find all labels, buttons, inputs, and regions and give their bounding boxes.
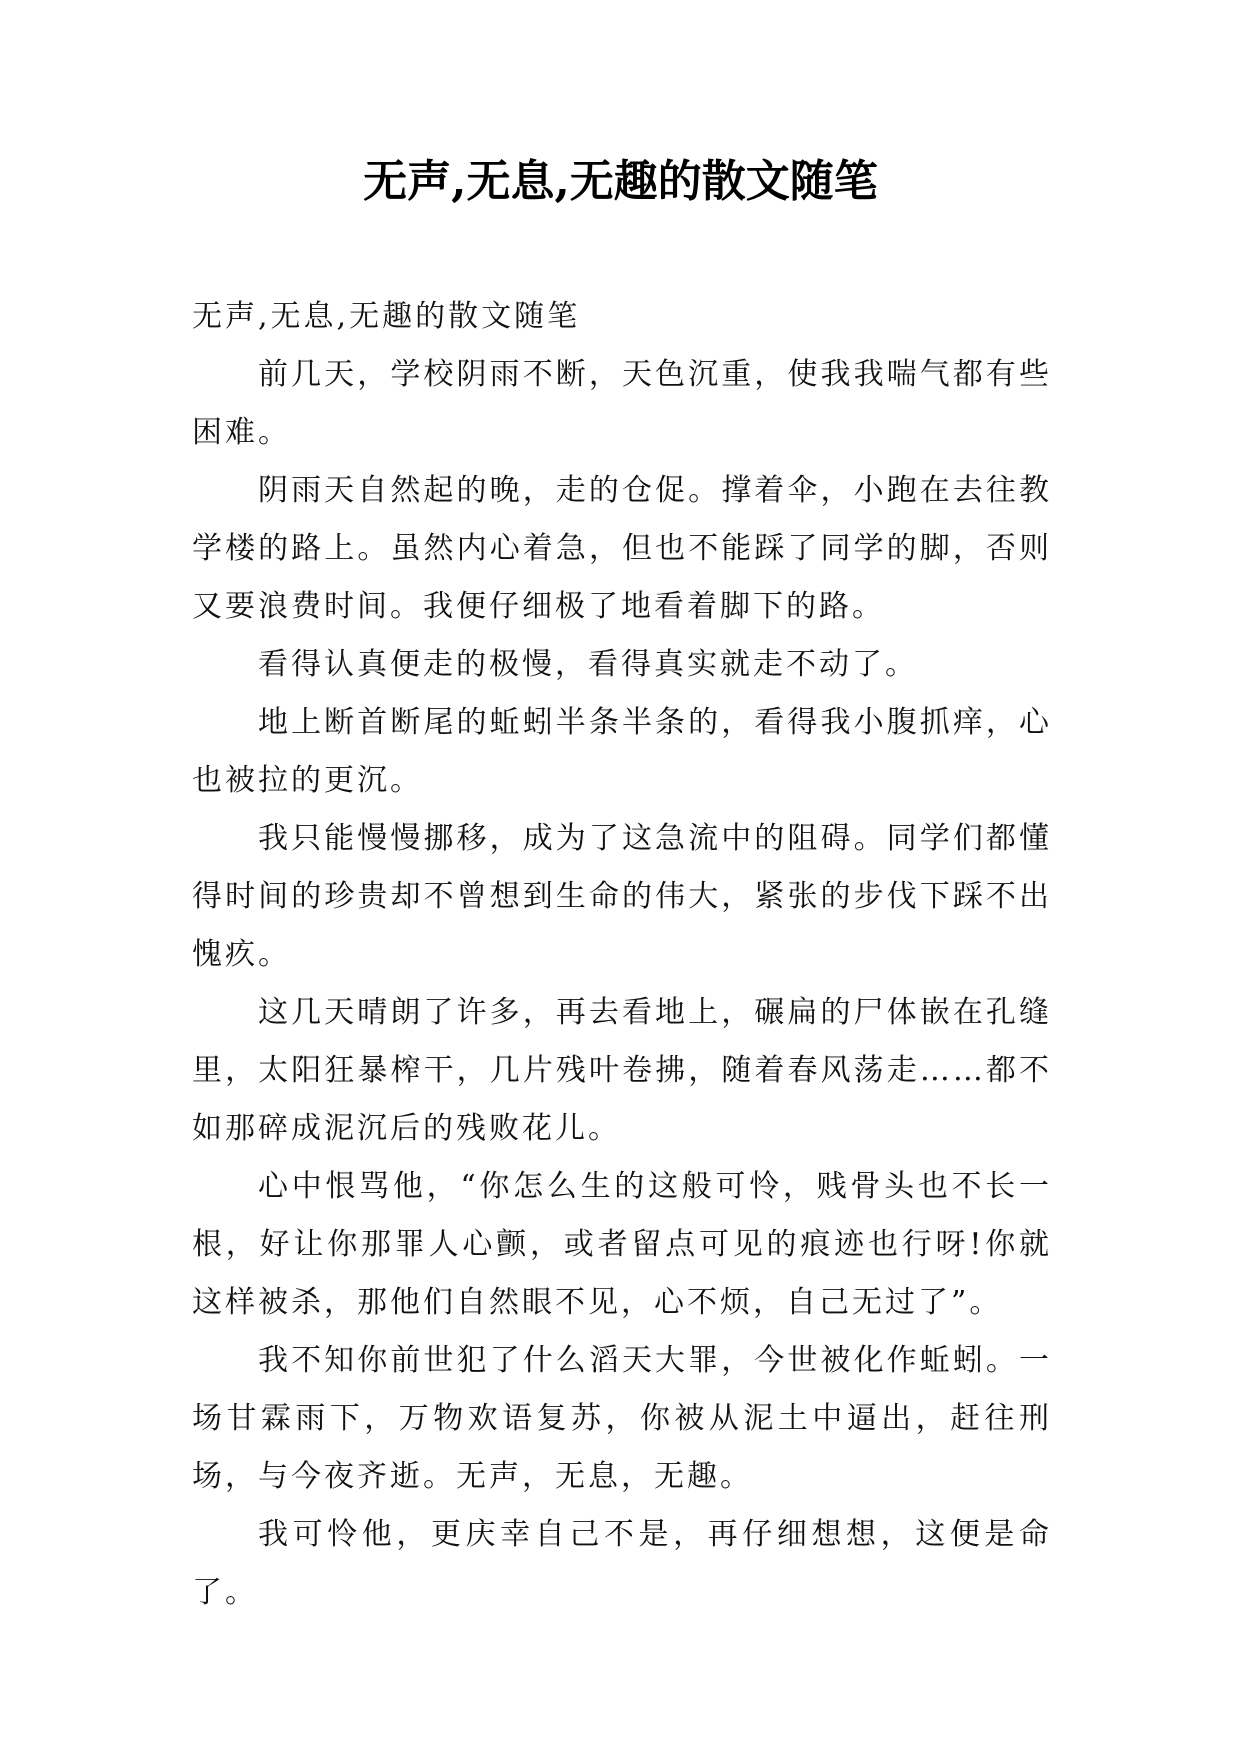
paragraph: 心中恨骂他，“你怎么生的这般可怜，贱骨头也不长一根，好让你那罪人心颤，或者留点可见的痕迹也行呀!你就这样被杀，那他们自然眼不见，心不烦，自己无过了”。 xyxy=(192,1169,1052,1320)
paragraph: 看得认真便走的极慢，看得真实就走不动了。 xyxy=(258,647,918,682)
paragraph: 我可怜他，更庆幸自己不是，再仔细想想，这便是命了。 xyxy=(192,1517,1052,1610)
page-title: 无声,无息,无趣的散文随笔 xyxy=(363,156,878,207)
paragraph: 我只能慢慢挪移，成为了这急流中的阻碍。同学们都懂得时间的珍贵却不曾想到生命的伟大，紧张的步伐下踩不出愧疚。 xyxy=(192,821,1052,972)
article-body xyxy=(192,288,1052,1622)
paragraph: 地上断首断尾的蚯蚓半条半条的，看得我小腹抓痒，心也被拉的更沉。 xyxy=(192,705,1052,798)
paragraph: 这几天晴朗了许多，再去看地上，碾扁的尸体嵌在孔缝里，太阳狂暴榨干，几片残叶卷拂，随着春风荡走……都不如那碎成泥沉后的残败花儿。 xyxy=(192,995,1052,1146)
article-subtitle: 无声,无息,无趣的散文随笔 xyxy=(192,299,581,334)
paragraph: 前几天，学校阴雨不断，天色沉重，使我我喘气都有些困难。 xyxy=(192,357,1052,450)
paragraph: 阴雨天自然起的晚，走的仓促。撑着伞，小跑在去往教学楼的路上。虽然内心着急，但也不能踩了同学的脚，否则又要浪费时间。我便仔细极了地看着脚下的路。 xyxy=(192,473,1052,624)
paragraph: 我不知你前世犯了什么滔天大罪，今世被化作蚯蚓。一场甘霖雨下，万物欢语复苏，你被从泥土中逼出，赶往刑场，与今夜齐逝。无声，无息，无趣。 xyxy=(192,1343,1052,1494)
